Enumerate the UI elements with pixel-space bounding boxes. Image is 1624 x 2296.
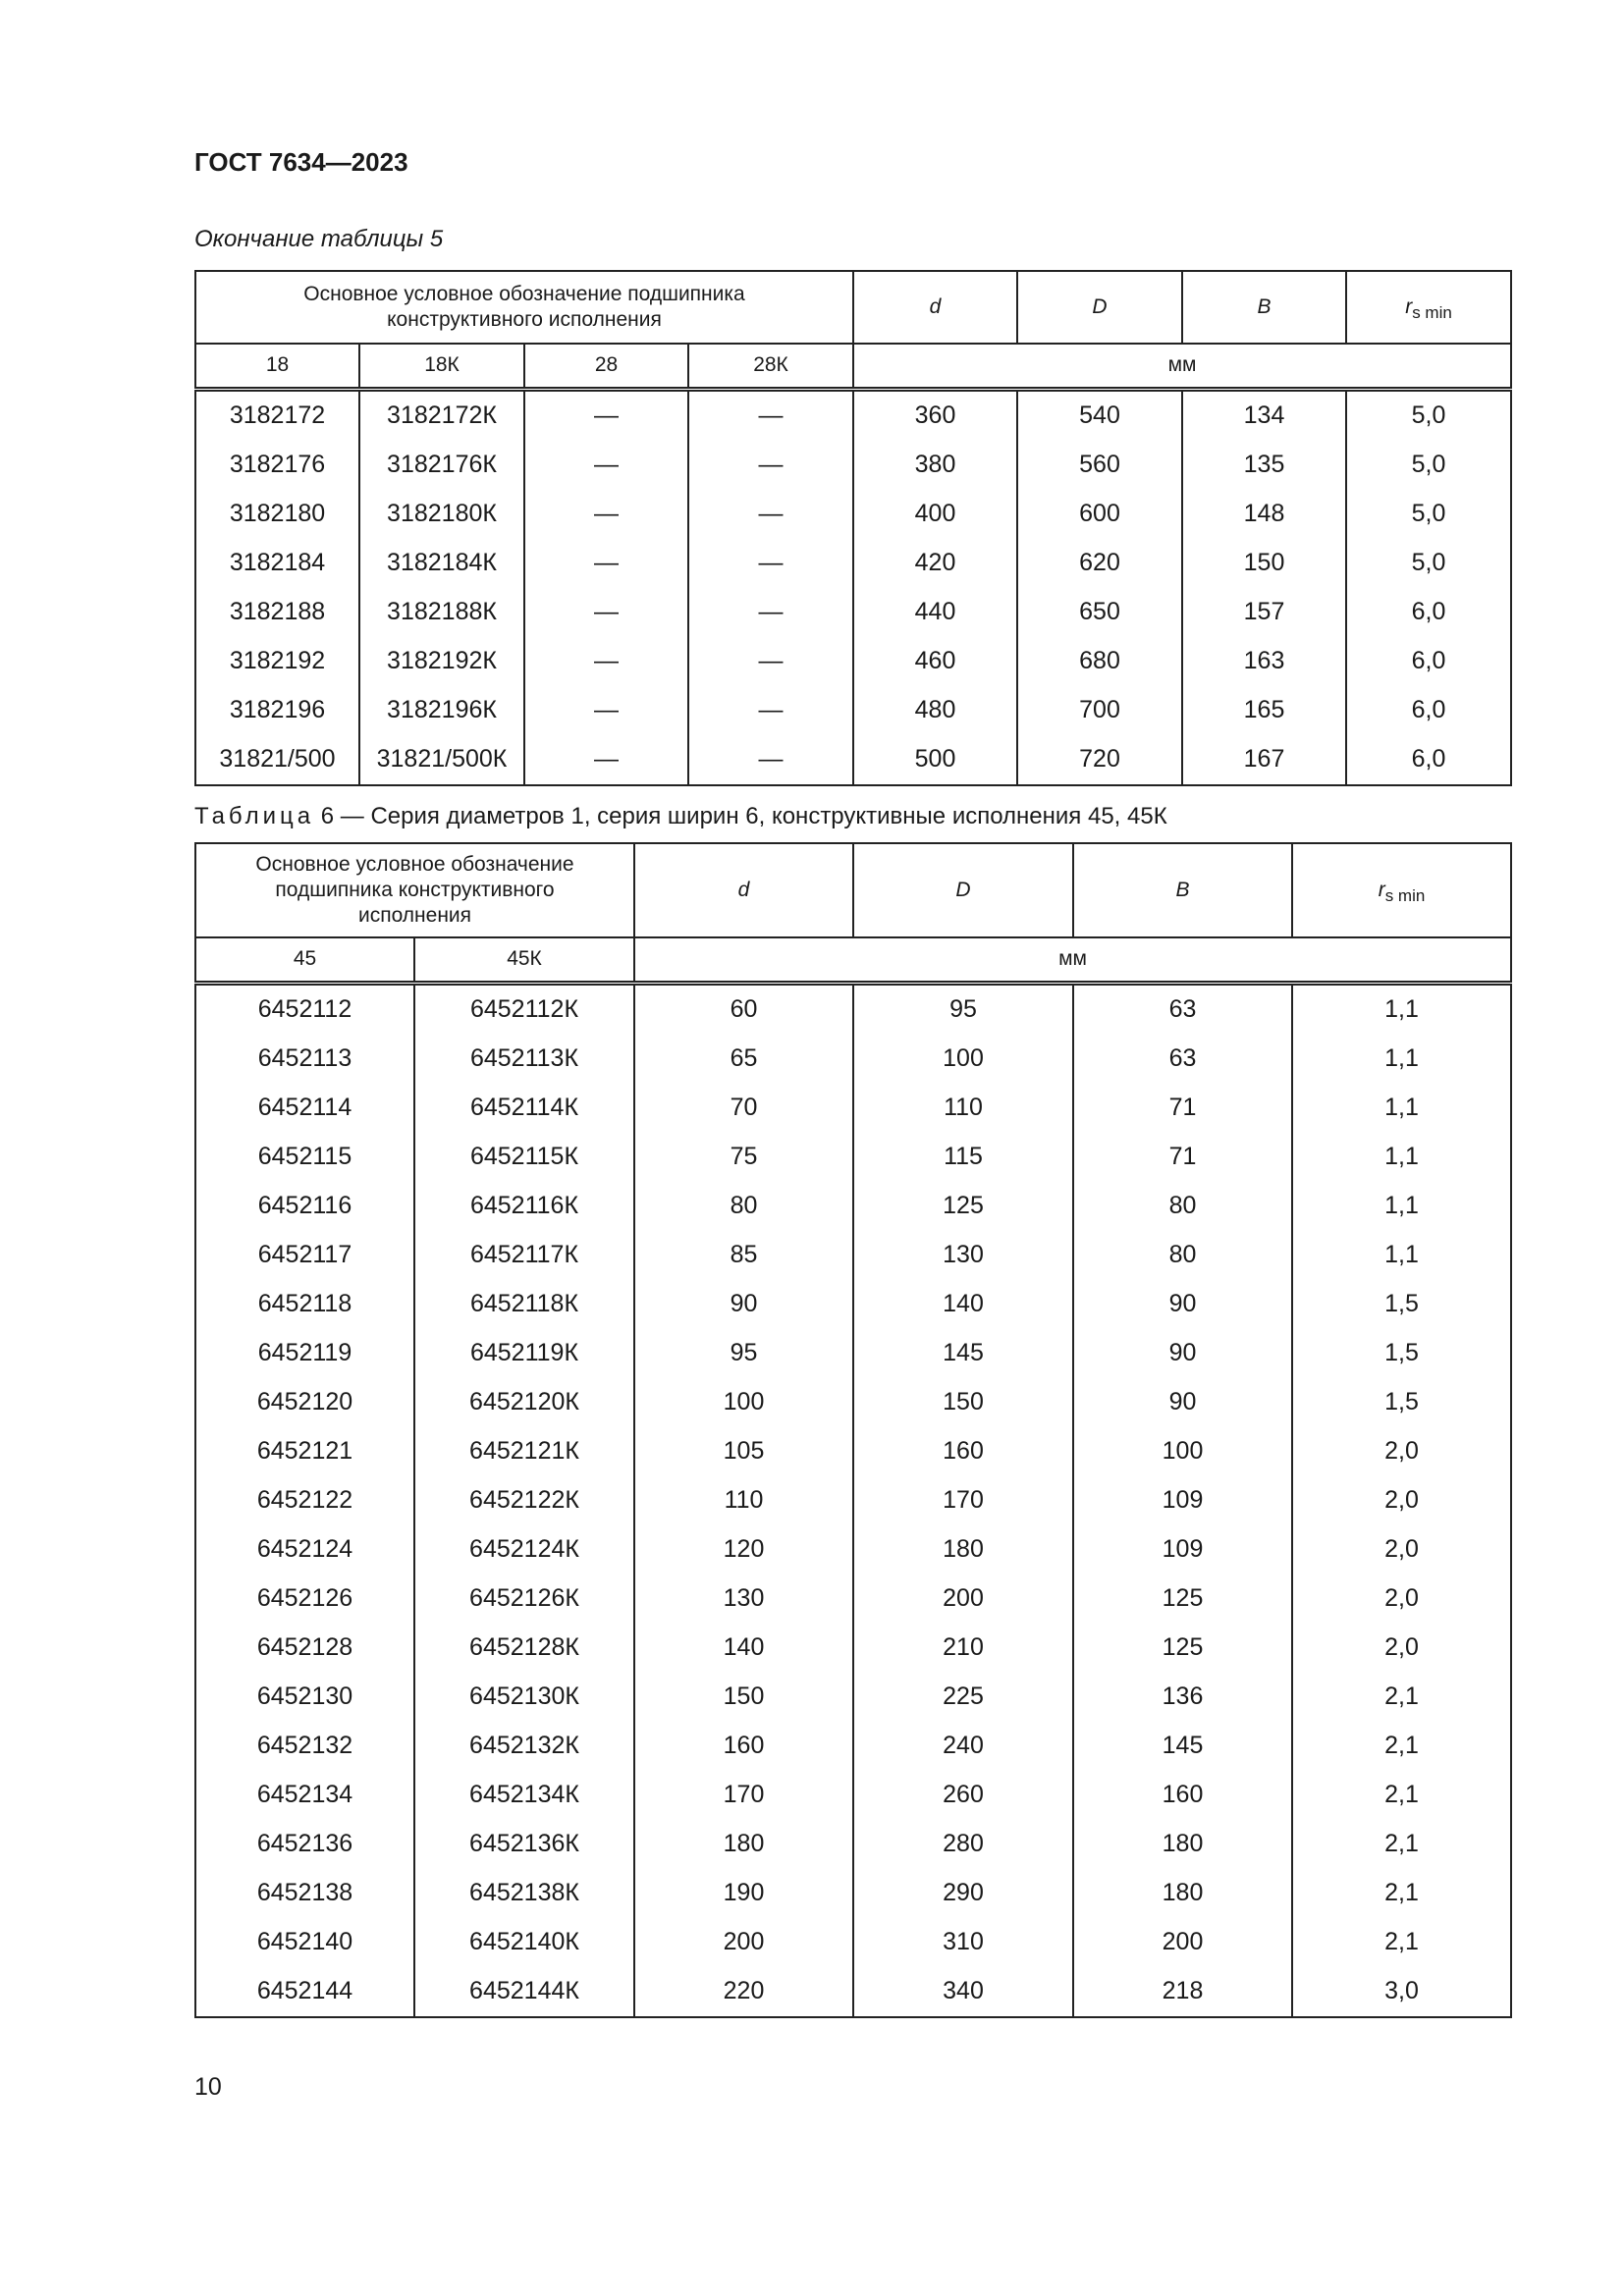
table-cell: 63 — [1073, 983, 1292, 1035]
table-row — [195, 686, 1511, 735]
table-cell: 260 — [853, 1771, 1073, 1820]
table-cell: 6452136К — [414, 1820, 634, 1869]
table-cell: 540 — [1017, 389, 1182, 441]
table-cell: 210 — [853, 1624, 1073, 1673]
table-row — [195, 1869, 1511, 1918]
table-cell: 6452117 — [195, 1231, 414, 1280]
table-cell: 6452116 — [195, 1182, 414, 1231]
table-cell: 1,5 — [1292, 1280, 1511, 1329]
table-cell: 600 — [1017, 490, 1182, 539]
table6-header-rsmin — [1292, 843, 1511, 937]
table6-designs-row — [195, 937, 1511, 983]
table-cell: 6452118К — [414, 1280, 634, 1329]
table-cell: 220 — [634, 1967, 853, 2017]
table-row — [195, 1329, 1511, 1378]
table5-units: мм — [853, 344, 1511, 389]
table-cell: 2,0 — [1292, 1624, 1511, 1673]
table6-caption-label: Таблица — [194, 803, 315, 829]
table-cell: 100 — [853, 1035, 1073, 1084]
table-cell: 140 — [853, 1280, 1073, 1329]
table-cell: 2,1 — [1292, 1869, 1511, 1918]
table-row — [195, 1624, 1511, 1673]
table-cell: 5,0 — [1346, 539, 1511, 588]
table-cell: 6452120К — [414, 1378, 634, 1427]
table-cell: 110 — [634, 1476, 853, 1525]
table-cell: 80 — [634, 1182, 853, 1231]
table-cell: 140 — [634, 1624, 853, 1673]
table-row — [195, 1771, 1511, 1820]
table-row — [195, 1673, 1511, 1722]
table-cell: 6452140 — [195, 1918, 414, 1967]
table-cell: 6452121К — [414, 1427, 634, 1476]
table5-design-28K: 28К — [688, 344, 853, 389]
table-cell: 6452130К — [414, 1673, 634, 1722]
table-cell: 2,1 — [1292, 1820, 1511, 1869]
table5 — [194, 270, 1512, 786]
table-cell: 280 — [853, 1820, 1073, 1869]
table-cell: 218 — [1073, 1967, 1292, 2017]
table-cell: 620 — [1017, 539, 1182, 588]
table6-header-row — [195, 843, 1511, 937]
table-cell: 6,0 — [1346, 735, 1511, 785]
table-row — [195, 1133, 1511, 1182]
table-cell: 105 — [634, 1427, 853, 1476]
table-cell: 3182176 — [195, 441, 359, 490]
table-cell: 1,1 — [1292, 1035, 1511, 1084]
table-cell: 5,0 — [1346, 441, 1511, 490]
table5-design-28: 28 — [524, 344, 688, 389]
table-cell: 6452126 — [195, 1575, 414, 1624]
table-cell: — — [524, 686, 688, 735]
table-cell: 6452115 — [195, 1133, 414, 1182]
page-number: 10 — [194, 2073, 222, 2101]
table-cell: 2,1 — [1292, 1918, 1511, 1967]
r-subscript: s min — [1384, 885, 1426, 905]
table-cell: 200 — [853, 1575, 1073, 1624]
table5-designs-row — [195, 344, 1511, 389]
table5-caption: Окончание таблицы 5 — [194, 226, 444, 252]
table-cell: 6452119 — [195, 1329, 414, 1378]
table-row — [195, 983, 1511, 1035]
table-cell: 145 — [1073, 1722, 1292, 1771]
table-cell: 6452112К — [414, 983, 634, 1035]
table-cell: 170 — [634, 1771, 853, 1820]
table-cell: 150 — [853, 1378, 1073, 1427]
table-cell: 6452120 — [195, 1378, 414, 1427]
table-cell: 1,5 — [1292, 1378, 1511, 1427]
table5-header-designation: Основное условное обозначение подшипника конструктивного исполнения — [195, 271, 853, 344]
table-cell: 310 — [853, 1918, 1073, 1967]
table-cell: 85 — [634, 1231, 853, 1280]
table-cell: 75 — [634, 1133, 853, 1182]
table-cell: 95 — [853, 983, 1073, 1035]
table-cell: 3182196 — [195, 686, 359, 735]
table-cell: 190 — [634, 1869, 853, 1918]
table-row — [195, 1525, 1511, 1575]
table-row — [195, 1378, 1511, 1427]
table-cell: 134 — [1182, 389, 1346, 441]
table-row — [195, 1722, 1511, 1771]
table-cell: 2,0 — [1292, 1476, 1511, 1525]
table-cell: — — [688, 735, 853, 785]
table-cell: 170 — [853, 1476, 1073, 1525]
table-cell: 31821/500 — [195, 735, 359, 785]
table-cell: 70 — [634, 1084, 853, 1133]
table-cell: 460 — [853, 637, 1017, 686]
table-cell: 145 — [853, 1329, 1073, 1378]
table-cell: 6452119К — [414, 1329, 634, 1378]
table-row — [195, 637, 1511, 686]
table-cell: 6452130 — [195, 1673, 414, 1722]
table-cell: 6,0 — [1346, 588, 1511, 637]
table-cell: — — [688, 539, 853, 588]
table-row — [195, 1575, 1511, 1624]
table-cell: 180 — [634, 1820, 853, 1869]
table5-header-row — [195, 271, 1511, 344]
table6 — [194, 842, 1512, 2018]
table-cell: 3182192К — [359, 637, 524, 686]
table6-units: мм — [634, 937, 1511, 983]
table-cell: 2,0 — [1292, 1525, 1511, 1575]
table-cell: 6452136 — [195, 1820, 414, 1869]
table-cell: 6452117К — [414, 1231, 634, 1280]
table-cell: 90 — [1073, 1280, 1292, 1329]
table6-caption — [194, 803, 1167, 830]
table-cell: 160 — [634, 1722, 853, 1771]
table-cell: 720 — [1017, 735, 1182, 785]
table-cell: 3182184 — [195, 539, 359, 588]
table-cell: 6452128 — [195, 1624, 414, 1673]
table-cell: 480 — [853, 686, 1017, 735]
table-cell: 150 — [634, 1673, 853, 1722]
table6-caption-text: 6 — Серия диаметров 1, серия ширин 6, конструктивные исполнения 45, 45К — [314, 803, 1167, 829]
table6-header-d: d — [634, 843, 853, 937]
table-cell: 400 — [853, 490, 1017, 539]
table-cell: 167 — [1182, 735, 1346, 785]
table-cell: 200 — [634, 1918, 853, 1967]
table-cell: — — [524, 490, 688, 539]
table-cell: 100 — [634, 1378, 853, 1427]
table-row — [195, 1427, 1511, 1476]
table-cell: — — [688, 588, 853, 637]
document-id: ГОСТ 7634—2023 — [194, 147, 408, 177]
table-cell: 80 — [1073, 1182, 1292, 1231]
table5-header-rsmin — [1346, 271, 1511, 344]
table-cell: 360 — [853, 389, 1017, 441]
table-cell: 3182180 — [195, 490, 359, 539]
table-cell: 180 — [853, 1525, 1073, 1575]
table-row — [195, 441, 1511, 490]
table-row — [195, 1280, 1511, 1329]
table-cell: 6452138 — [195, 1869, 414, 1918]
table-cell: 380 — [853, 441, 1017, 490]
table-cell: 700 — [1017, 686, 1182, 735]
table-row — [195, 1231, 1511, 1280]
table6-header-designation: Основное условное обозначение подшипника конструктивного исполнения — [195, 843, 634, 937]
table6-design-45K: 45К — [414, 937, 634, 983]
table-cell: — — [524, 735, 688, 785]
table5-design-18K: 18К — [359, 344, 524, 389]
table-cell: 1,5 — [1292, 1329, 1511, 1378]
table5-body — [195, 389, 1511, 785]
table-cell: 65 — [634, 1035, 853, 1084]
table-cell: 6452114 — [195, 1084, 414, 1133]
table-cell: 115 — [853, 1133, 1073, 1182]
table-cell: 136 — [1073, 1673, 1292, 1722]
table-cell: — — [524, 588, 688, 637]
table-cell: 95 — [634, 1329, 853, 1378]
table-cell: — — [524, 539, 688, 588]
table5-header-B: B — [1182, 271, 1346, 344]
table-row — [195, 1918, 1511, 1967]
table-cell: 6452132 — [195, 1722, 414, 1771]
table-cell: 2,0 — [1292, 1575, 1511, 1624]
table-cell: 6452134 — [195, 1771, 414, 1820]
table-cell: 109 — [1073, 1476, 1292, 1525]
table-cell: 31821/500К — [359, 735, 524, 785]
table-cell: 6452122К — [414, 1476, 634, 1525]
table-row — [195, 1084, 1511, 1133]
table-cell: 180 — [1073, 1820, 1292, 1869]
table-cell: 60 — [634, 983, 853, 1035]
table6-header-B: B — [1073, 843, 1292, 937]
table-row — [195, 490, 1511, 539]
table-cell: — — [688, 389, 853, 441]
table-cell: 110 — [853, 1084, 1073, 1133]
table-cell: 130 — [853, 1231, 1073, 1280]
table-cell: 290 — [853, 1869, 1073, 1918]
table-cell: 6452112 — [195, 983, 414, 1035]
table-cell: 1,1 — [1292, 1084, 1511, 1133]
table6-design-45: 45 — [195, 937, 414, 983]
table-cell: 6452113К — [414, 1035, 634, 1084]
table-cell: 100 — [1073, 1427, 1292, 1476]
table-cell: 163 — [1182, 637, 1346, 686]
table-cell: 240 — [853, 1722, 1073, 1771]
table-cell: 3182184К — [359, 539, 524, 588]
table-cell: 6452124К — [414, 1525, 634, 1575]
table-cell: 340 — [853, 1967, 1073, 2017]
table-cell: 6452116К — [414, 1182, 634, 1231]
table-cell: 148 — [1182, 490, 1346, 539]
table-cell: 6452140К — [414, 1918, 634, 1967]
table-cell: 6452144 — [195, 1967, 414, 2017]
table-cell: — — [524, 637, 688, 686]
table-cell: 125 — [853, 1182, 1073, 1231]
table-cell: — — [524, 389, 688, 441]
table-cell: 6,0 — [1346, 637, 1511, 686]
table-cell: 2,1 — [1292, 1722, 1511, 1771]
table-row — [195, 1035, 1511, 1084]
table-cell: 420 — [853, 539, 1017, 588]
table-cell: 3182192 — [195, 637, 359, 686]
table-cell: 130 — [634, 1575, 853, 1624]
table-cell: 160 — [1073, 1771, 1292, 1820]
table-cell: 1,1 — [1292, 1182, 1511, 1231]
table-cell: 3182176К — [359, 441, 524, 490]
table-cell: 160 — [853, 1427, 1073, 1476]
table-cell: 3182172К — [359, 389, 524, 441]
table-cell: 165 — [1182, 686, 1346, 735]
table-row — [195, 539, 1511, 588]
table-cell: 180 — [1073, 1869, 1292, 1918]
table-cell: 6452126К — [414, 1575, 634, 1624]
table-row — [195, 735, 1511, 785]
table-cell: 6,0 — [1346, 686, 1511, 735]
table-cell: 6452134К — [414, 1771, 634, 1820]
table-cell: 6452113 — [195, 1035, 414, 1084]
table-cell: 500 — [853, 735, 1017, 785]
table-cell: 6452115К — [414, 1133, 634, 1182]
table-cell: 80 — [1073, 1231, 1292, 1280]
table-row — [195, 588, 1511, 637]
table-row — [195, 389, 1511, 441]
table-cell: 63 — [1073, 1035, 1292, 1084]
table-cell: 125 — [1073, 1575, 1292, 1624]
table-cell: — — [524, 441, 688, 490]
table-row — [195, 1820, 1511, 1869]
table-cell: 6452138К — [414, 1869, 634, 1918]
table-cell: 6452118 — [195, 1280, 414, 1329]
table-cell: 2,1 — [1292, 1771, 1511, 1820]
table-cell: 2,1 — [1292, 1673, 1511, 1722]
table-row — [195, 1182, 1511, 1231]
table6-body — [195, 983, 1511, 2017]
table-cell: 6452128К — [414, 1624, 634, 1673]
table-row — [195, 1967, 1511, 2017]
table-cell: 3182196К — [359, 686, 524, 735]
table-cell: 6452144К — [414, 1967, 634, 2017]
table-cell: 6452132К — [414, 1722, 634, 1771]
table-cell: 5,0 — [1346, 389, 1511, 441]
table-cell: 650 — [1017, 588, 1182, 637]
table-cell: 71 — [1073, 1084, 1292, 1133]
table-cell: 150 — [1182, 539, 1346, 588]
table-cell: 1,1 — [1292, 1231, 1511, 1280]
table-cell: — — [688, 637, 853, 686]
table-cell: 90 — [1073, 1329, 1292, 1378]
table-cell: 6452121 — [195, 1427, 414, 1476]
table-cell: 135 — [1182, 441, 1346, 490]
table-cell: 200 — [1073, 1918, 1292, 1967]
table-cell: — — [688, 490, 853, 539]
r-symbol: r — [1405, 294, 1413, 318]
table-cell: 3182188К — [359, 588, 524, 637]
table-cell: 680 — [1017, 637, 1182, 686]
table-cell: 90 — [1073, 1378, 1292, 1427]
r-symbol: r — [1378, 878, 1385, 901]
table-cell: 5,0 — [1346, 490, 1511, 539]
table-cell: 6452114К — [414, 1084, 634, 1133]
table5-header-d: d — [853, 271, 1017, 344]
table-cell: 3,0 — [1292, 1967, 1511, 2017]
table5-header-D: D — [1017, 271, 1182, 344]
table-cell: 71 — [1073, 1133, 1292, 1182]
table-cell: 2,0 — [1292, 1427, 1511, 1476]
table-cell: 3182180К — [359, 490, 524, 539]
table-cell: 1,1 — [1292, 983, 1511, 1035]
table-cell: 560 — [1017, 441, 1182, 490]
table-cell: 6452124 — [195, 1525, 414, 1575]
table-cell: 90 — [634, 1280, 853, 1329]
table-cell: 440 — [853, 588, 1017, 637]
table5-design-18: 18 — [195, 344, 359, 389]
table6-header-D: D — [853, 843, 1073, 937]
table-cell: 120 — [634, 1525, 853, 1575]
table-cell: — — [688, 441, 853, 490]
table-cell: 3182172 — [195, 389, 359, 441]
table-cell: 109 — [1073, 1525, 1292, 1575]
table-cell: 225 — [853, 1673, 1073, 1722]
table-cell: 125 — [1073, 1624, 1292, 1673]
table-row — [195, 1476, 1511, 1525]
table-cell: 6452122 — [195, 1476, 414, 1525]
table-cell: 3182188 — [195, 588, 359, 637]
table-cell: 157 — [1182, 588, 1346, 637]
table-cell: 1,1 — [1292, 1133, 1511, 1182]
table-cell: — — [688, 686, 853, 735]
r-subscript: s min — [1412, 302, 1452, 322]
